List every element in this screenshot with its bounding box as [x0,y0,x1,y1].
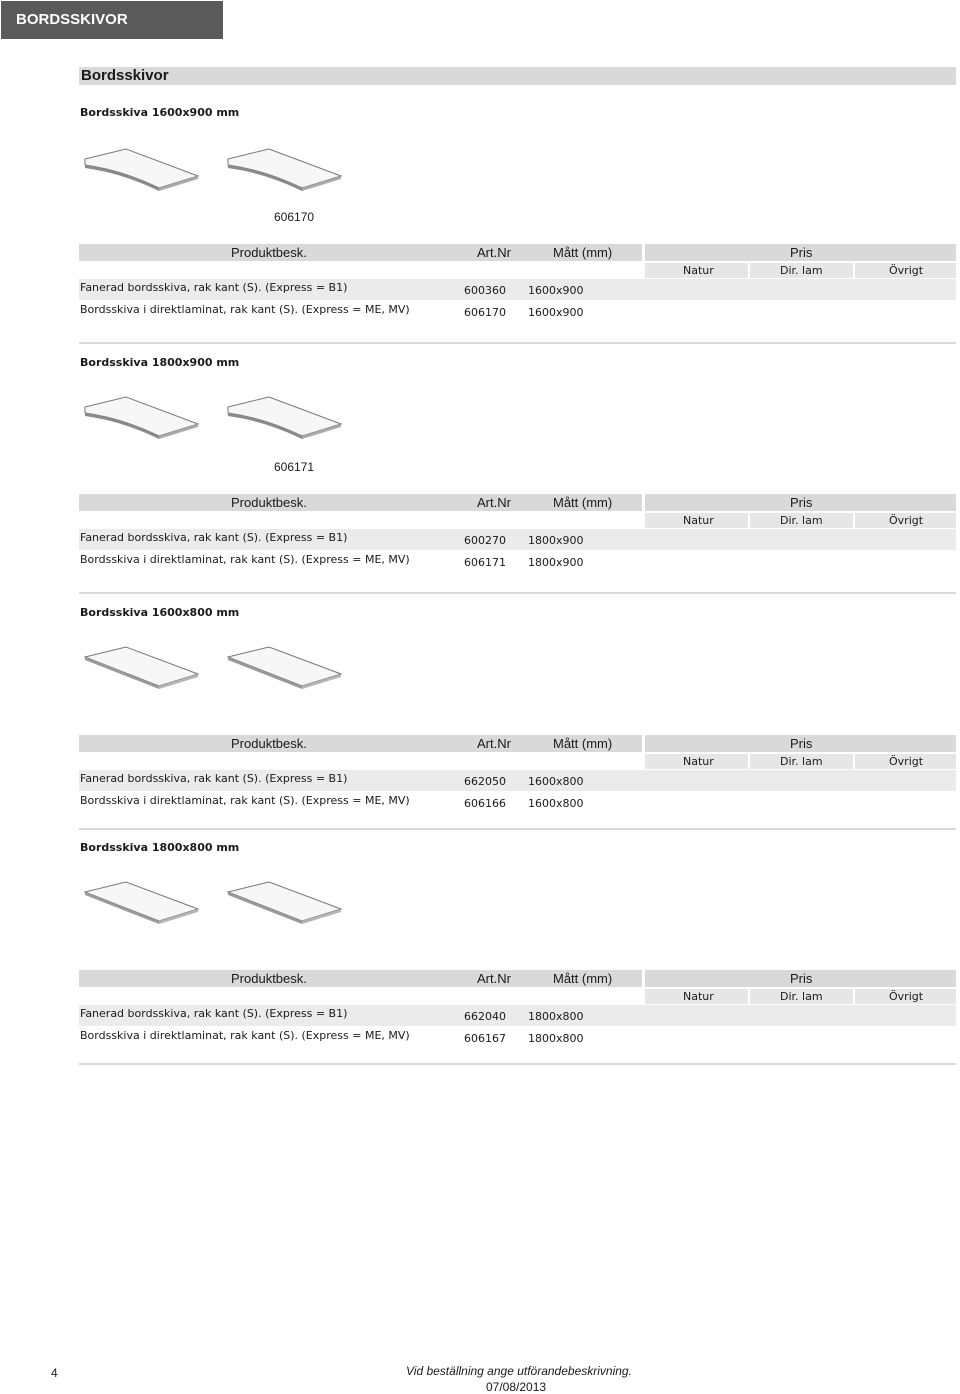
table-top-images [82,873,352,933]
table-top-laminate-image [228,882,341,924]
row-artnr: 606170 [464,306,506,319]
price-header [645,970,956,987]
section-title: Bordsskiva 1600x900 mm [80,106,240,119]
row-artnr: 600270 [464,534,506,547]
row-matt: 1800x800 [528,1032,584,1045]
row-artnr: 600360 [464,284,506,297]
row-desc: Bordsskiva i direktlaminat, rak kant (S). (Express = ME, MV) [80,794,410,807]
divider [79,592,956,594]
footer-note: Vid beställning ange utförandebeskrivning. [406,1364,632,1378]
col-natur [645,513,748,528]
col-artnr: Art.Nr [477,245,511,260]
section-title: Bordsskiva 1600x800 mm [80,606,240,619]
row-matt: 1800x900 [528,534,584,547]
row-artnr: 606166 [464,797,506,810]
table-row [79,279,956,300]
col-natur [645,754,748,769]
row-desc: Fanerad bordsskiva, rak kant (S). (Express = B1) [80,772,348,785]
col-pris: Pris [790,245,813,260]
table-top-veneer-image [85,882,198,924]
price-table [0,970,960,1070]
section-title: Bordsskiva 1800x900 mm [80,356,240,369]
col-ovrigt [855,263,956,278]
price-table [0,244,960,344]
table-row [79,770,956,791]
col-produkt: Produktbesk. [231,971,307,986]
col-pris: Pris [790,495,813,510]
row-desc: Bordsskiva i direktlaminat, rak kant (S). (Express = ME, MV) [80,553,410,566]
table-top-veneer-image [85,149,198,191]
col-dirlam [750,263,853,278]
price-header [645,244,956,261]
col-natur [645,263,748,278]
row-desc: Bordsskiva i direktlaminat, rak kant (S). (Express = ME, MV) [80,1029,410,1042]
product-section-1600x900 [0,106,960,341]
row-artnr: 662050 [464,775,506,788]
table-top-images [82,138,352,198]
price-header [645,494,956,511]
product-section-1800x900 [0,356,960,591]
page-number: 4 [51,1366,58,1380]
natur-label: Natur [683,990,714,1003]
image-caption: 606170 [274,210,315,224]
table-row [79,551,956,572]
col-matt: Mått (mm) [553,971,613,986]
row-matt: 1600x900 [528,306,584,319]
price-table [0,494,960,594]
table-row [79,1005,956,1026]
table-header [79,494,642,511]
row-matt: 1600x900 [528,284,584,297]
table-header [79,970,642,987]
row-artnr: 606167 [464,1032,506,1045]
row-matt: 1800x800 [528,1010,584,1023]
table-row [79,301,956,322]
natur-label: Natur [683,755,714,768]
col-ovrigt [855,989,956,1004]
col-artnr: Art.Nr [477,495,511,510]
product-section-1800x800 [0,841,960,1076]
table-row [79,1027,956,1048]
price-table [0,735,960,835]
page-title: Bordsskivor [79,67,956,85]
section-tab: BORDSSKIVOR [1,1,223,39]
ovrigt-label: Övrigt [889,755,924,768]
table-row [79,792,956,813]
dirlam-label: Dir. lam [780,264,823,277]
dirlam-label: Dir. lam [780,990,823,1003]
row-desc: Fanerad bordsskiva, rak kant (S). (Express = B1) [80,531,348,544]
col-matt: Mått (mm) [553,495,613,510]
col-dirlam [750,513,853,528]
divider [79,828,956,830]
table-header [79,735,642,752]
image-caption: 606171 [274,460,315,474]
table-top-laminate-image [228,149,341,191]
divider [79,1063,956,1065]
col-artnr: Art.Nr [477,971,511,986]
price-header [645,735,956,752]
ovrigt-label: Övrigt [889,264,924,277]
col-natur [645,989,748,1004]
product-section-1600x800 [0,606,960,841]
table-top-laminate-image [228,397,341,439]
row-desc: Bordsskiva i direktlaminat, rak kant (S). (Express = ME, MV) [80,303,410,316]
ovrigt-label: Övrigt [889,990,924,1003]
natur-label: Natur [683,264,714,277]
row-artnr: 662040 [464,1010,506,1023]
dirlam-label: Dir. lam [780,514,823,527]
col-dirlam [750,754,853,769]
col-dirlam [750,989,853,1004]
table-header [79,244,642,261]
col-artnr: Art.Nr [477,736,511,751]
dirlam-label: Dir. lam [780,755,823,768]
col-produkt: Produktbesk. [231,245,307,260]
col-matt: Mått (mm) [553,736,613,751]
row-matt: 1800x900 [528,556,584,569]
table-top-images [82,638,352,698]
col-ovrigt [855,754,956,769]
natur-label: Natur [683,514,714,527]
col-produkt: Produktbesk. [231,736,307,751]
col-matt: Mått (mm) [553,245,613,260]
row-matt: 1600x800 [528,775,584,788]
table-top-laminate-image [228,647,341,689]
table-row [79,529,956,550]
col-pris: Pris [790,971,813,986]
row-matt: 1600x800 [528,797,584,810]
table-top-veneer-image [85,397,198,439]
row-desc: Fanerad bordsskiva, rak kant (S). (Express = B1) [80,281,348,294]
row-desc: Fanerad bordsskiva, rak kant (S). (Express = B1) [80,1007,348,1020]
ovrigt-label: Övrigt [889,514,924,527]
footer-date: 07/08/2013 [486,1380,547,1394]
divider [79,342,956,344]
row-artnr: 606171 [464,556,506,569]
table-top-images [82,388,352,448]
col-pris: Pris [790,736,813,751]
section-title: Bordsskiva 1800x800 mm [80,841,240,854]
col-ovrigt [855,513,956,528]
col-produkt: Produktbesk. [231,495,307,510]
table-top-veneer-image [85,647,198,689]
